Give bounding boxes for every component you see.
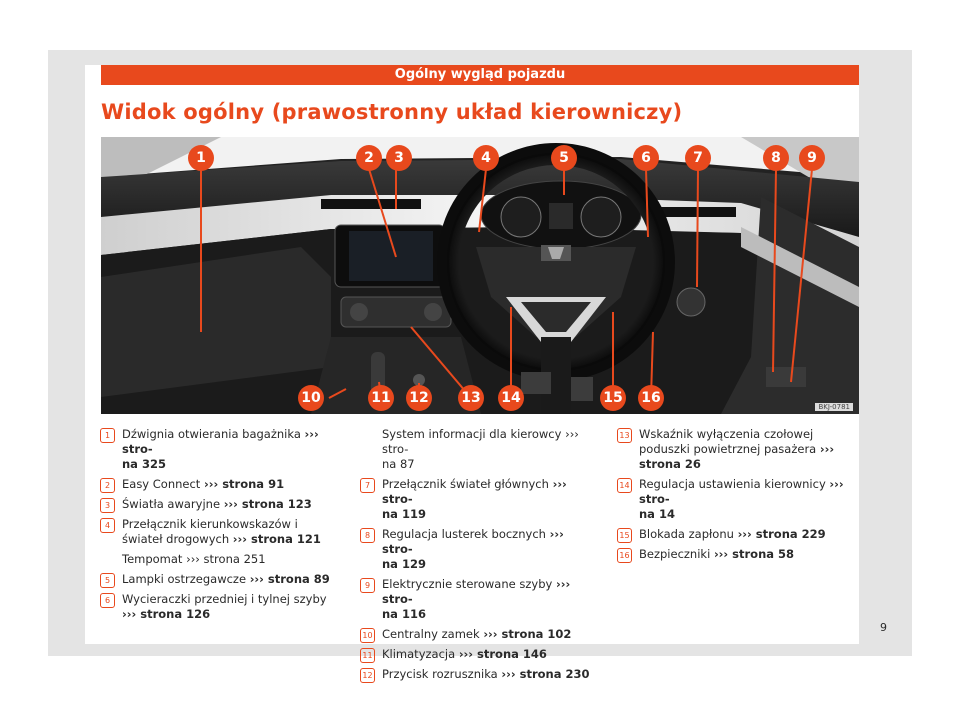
callout-15: 15 [600, 385, 626, 411]
legend-text: Światła awaryjne [122, 497, 224, 511]
legend-number: 16 [617, 548, 632, 563]
page-reference-link[interactable]: ››› strona 91 [203, 477, 285, 491]
page-reference-link[interactable]: ››› strona 26 [639, 442, 835, 471]
page-reference-link[interactable]: ››› strona 230 [501, 667, 590, 681]
callout-2: 2 [356, 145, 382, 171]
legend-item [100, 497, 340, 512]
page-reference-link[interactable]: ››› strona 123 [223, 497, 312, 511]
legend-item [360, 627, 590, 642]
dashboard-photo [101, 137, 859, 414]
legend-text: Dźwignia otwierania bagażnika [122, 427, 305, 441]
legend-item [100, 552, 340, 567]
page-number: 9 [880, 621, 887, 634]
legend-number: 14 [617, 478, 632, 493]
callout-4: 4 [473, 145, 499, 171]
callout-14: 14 [498, 385, 524, 411]
page-title: Widok ogólny (prawostronny układ kierowniczy) [101, 100, 683, 124]
legend-column-1 [100, 427, 340, 627]
callout-12: 12 [406, 385, 432, 411]
callout-3: 3 [386, 145, 412, 171]
callout-6: 6 [633, 145, 659, 171]
legend-item [100, 427, 340, 472]
callout-10: 10 [298, 385, 324, 411]
callout-13: 13 [458, 385, 484, 411]
legend-column-2 [360, 427, 590, 687]
legend-text: Regulacja lusterek bocznych [382, 527, 550, 541]
page-reference-link[interactable]: ››› strona 89 [249, 572, 330, 586]
page-reference-link[interactable]: ››› stro- na 325 [122, 427, 319, 471]
section-header: Ogólny wygląd pojazdu [101, 65, 859, 85]
page-reference-link[interactable]: ››› strona 229 [737, 527, 826, 541]
page-reference-link[interactable]: ››› strona 102 [483, 627, 572, 641]
legend-number: 12 [360, 668, 375, 683]
callout-9: 9 [799, 145, 825, 171]
page-reference-link[interactable]: ››› stro- na 14 [639, 477, 844, 521]
legend-text: Przycisk rozrusznika [382, 667, 502, 681]
legend-item [100, 592, 340, 622]
legend-text: Elektrycznie sterowane szyby [382, 577, 556, 591]
legend-text: System informacji dla kierowcy [382, 427, 566, 441]
callout-16: 16 [638, 385, 664, 411]
legend-text: Easy Connect [122, 477, 204, 491]
legend-text: Klimatyzacja [382, 647, 459, 661]
legend-number: 3 [100, 498, 115, 513]
legend-item [100, 572, 340, 587]
callout-1: 1 [188, 145, 214, 171]
page-reference-link[interactable]: ››› strona 126 [122, 607, 211, 621]
callout-5: 5 [551, 145, 577, 171]
page-reference-link[interactable]: ››› strona 121 [232, 532, 321, 546]
callout-7: 7 [685, 145, 711, 171]
legend-number: 4 [100, 518, 115, 533]
legend-number: 11 [360, 648, 375, 663]
page-reference-link[interactable]: ››› strona 251 [186, 552, 266, 566]
legend-item [360, 427, 590, 472]
legend-item [100, 477, 340, 492]
callout-11: 11 [368, 385, 394, 411]
legend-item [100, 517, 340, 547]
legend-text: Przełącznik świateł głównych [382, 477, 553, 491]
legend-text: Centralny zamek [382, 627, 484, 641]
legend-item [617, 427, 862, 472]
legend-item [360, 477, 590, 522]
legend-text: Bezpieczniki [639, 547, 714, 561]
legend-number: 6 [100, 593, 115, 608]
callout-8: 8 [763, 145, 789, 171]
dashboard-illustration [101, 137, 859, 414]
legend-number: 2 [100, 478, 115, 493]
page-reference-link[interactable]: ››› stro- na 119 [382, 477, 567, 521]
legend-number: 1 [100, 428, 115, 443]
legend-text: Regulacja ustawienia kierownicy [639, 477, 830, 491]
legend-number: 10 [360, 628, 375, 643]
legend-number: 13 [617, 428, 632, 443]
legend-item [360, 527, 590, 572]
legend-number: 15 [617, 528, 632, 543]
legend-column-3 [617, 427, 862, 567]
legend-number: 7 [360, 478, 375, 493]
page-reference-link[interactable]: ››› strona 58 [713, 547, 795, 561]
page-reference-link[interactable]: ››› stro- na 116 [382, 577, 571, 621]
legend-text: Tempomat [122, 552, 187, 566]
page-reference-link[interactable]: ››› strona 146 [458, 647, 547, 661]
figure-code: BKJ-0781 [815, 403, 853, 411]
legend-text: Lampki ostrzegawcze [122, 572, 250, 586]
legend-item [360, 667, 590, 682]
legend-item [360, 647, 590, 662]
legend-number: 8 [360, 528, 375, 543]
legend-text: Wycieraczki przedniej i tylnej szyby [122, 592, 327, 606]
legend-text: Wskaźnik wyłączenia czołowej poduszki powietrznej pasażera [639, 427, 820, 456]
legend-item [617, 527, 862, 542]
legend-number: 5 [100, 573, 115, 588]
legend-item [617, 547, 862, 562]
page-reference-link[interactable]: ››› stro- na 87 [382, 427, 579, 471]
legend-text: Blokada zapłonu [639, 527, 738, 541]
page-reference-link[interactable]: ››› stro- na 129 [382, 527, 564, 571]
legend-number: 9 [360, 578, 375, 593]
legend-item [360, 577, 590, 622]
legend-item [617, 477, 862, 522]
legend-text: Przełącznik kierunkowskazów i świateł drogowych [122, 517, 298, 546]
